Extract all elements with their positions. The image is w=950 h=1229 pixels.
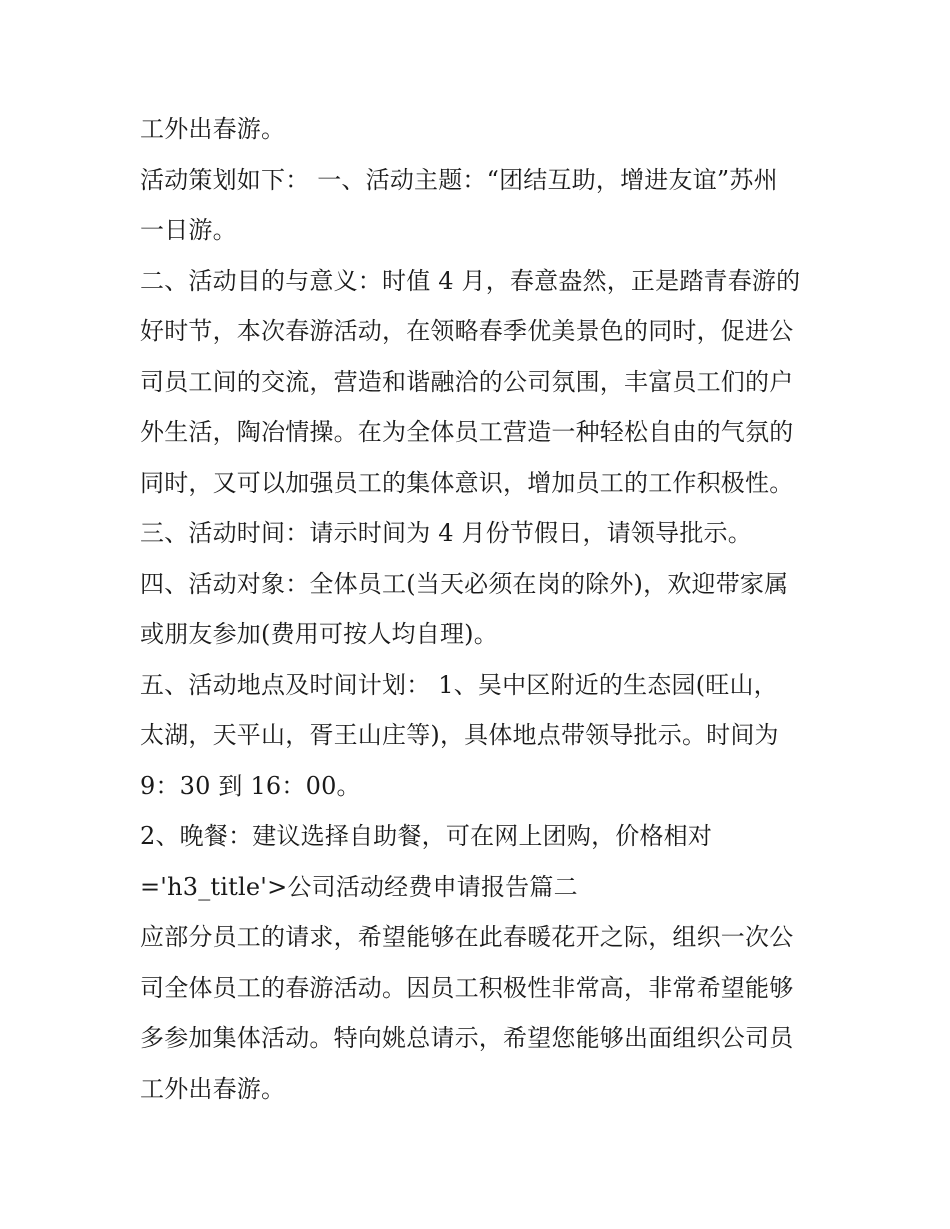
- text-line: 二、活动目的与意义：时值 4 月，春意盎然，正是踏青春游的: [140, 266, 801, 295]
- text-line: 同时，又可以加强员工的集体意识，增加员工的工作积极性。: [140, 468, 794, 497]
- text-line: 工外出春游。: [140, 1074, 286, 1103]
- text-line: 活动策划如下： 一、活动主题：“团结互助，增进友谊”苏州: [140, 165, 778, 194]
- text-line: 外生活，陶冶情操。在为全体员工营造一种轻松自由的气氛的: [140, 418, 794, 446]
- text-line: 五、活动地点及时间计划： 1、吴中区附近的生态园(旺山，: [140, 670, 778, 699]
- text-line: 9：30 到 16：00。: [140, 771, 361, 800]
- text-line: 太湖，天平山，胥王山庄等)，具体地点带领导批示。时间为: [140, 721, 779, 749]
- text-line: 司全体员工的春游活动。因员工积极性非常高，非常希望能够: [140, 973, 794, 1002]
- text-line: 四、活动对象：全体员工(当天必须在岗的除外)，欢迎带家属: [140, 569, 789, 598]
- text-line: 多参加集体活动。特向姚总请示，希望您能够出面组织公司员: [140, 1024, 794, 1052]
- text-line: 应部分员工的请求，希望能够在此春暖花开之际，组织一次公: [140, 923, 794, 951]
- document-page: [140, 104, 820, 1114]
- text-line: 好时节，本次春游活动，在领略春季优美景色的同时，促进公: [140, 317, 794, 345]
- text-line: 2、晚餐：建议选择自助餐，可在网上团购，价格相对: [140, 822, 713, 850]
- section-heading: ='h3_title'>公司活动经费申请报告篇二: [140, 872, 578, 901]
- text-line: 三、活动时间：请示时间为 4 月份节假日，请领导批示。: [140, 519, 752, 547]
- text-line: 一日游。: [140, 216, 237, 244]
- text-line: 或朋友参加(费用可按人均自理)。: [140, 620, 498, 648]
- text-line: 工外出春游。: [140, 115, 286, 143]
- text-line: 司员工间的交流，营造和谐融洽的公司氛围，丰富员工们的户: [140, 367, 794, 396]
